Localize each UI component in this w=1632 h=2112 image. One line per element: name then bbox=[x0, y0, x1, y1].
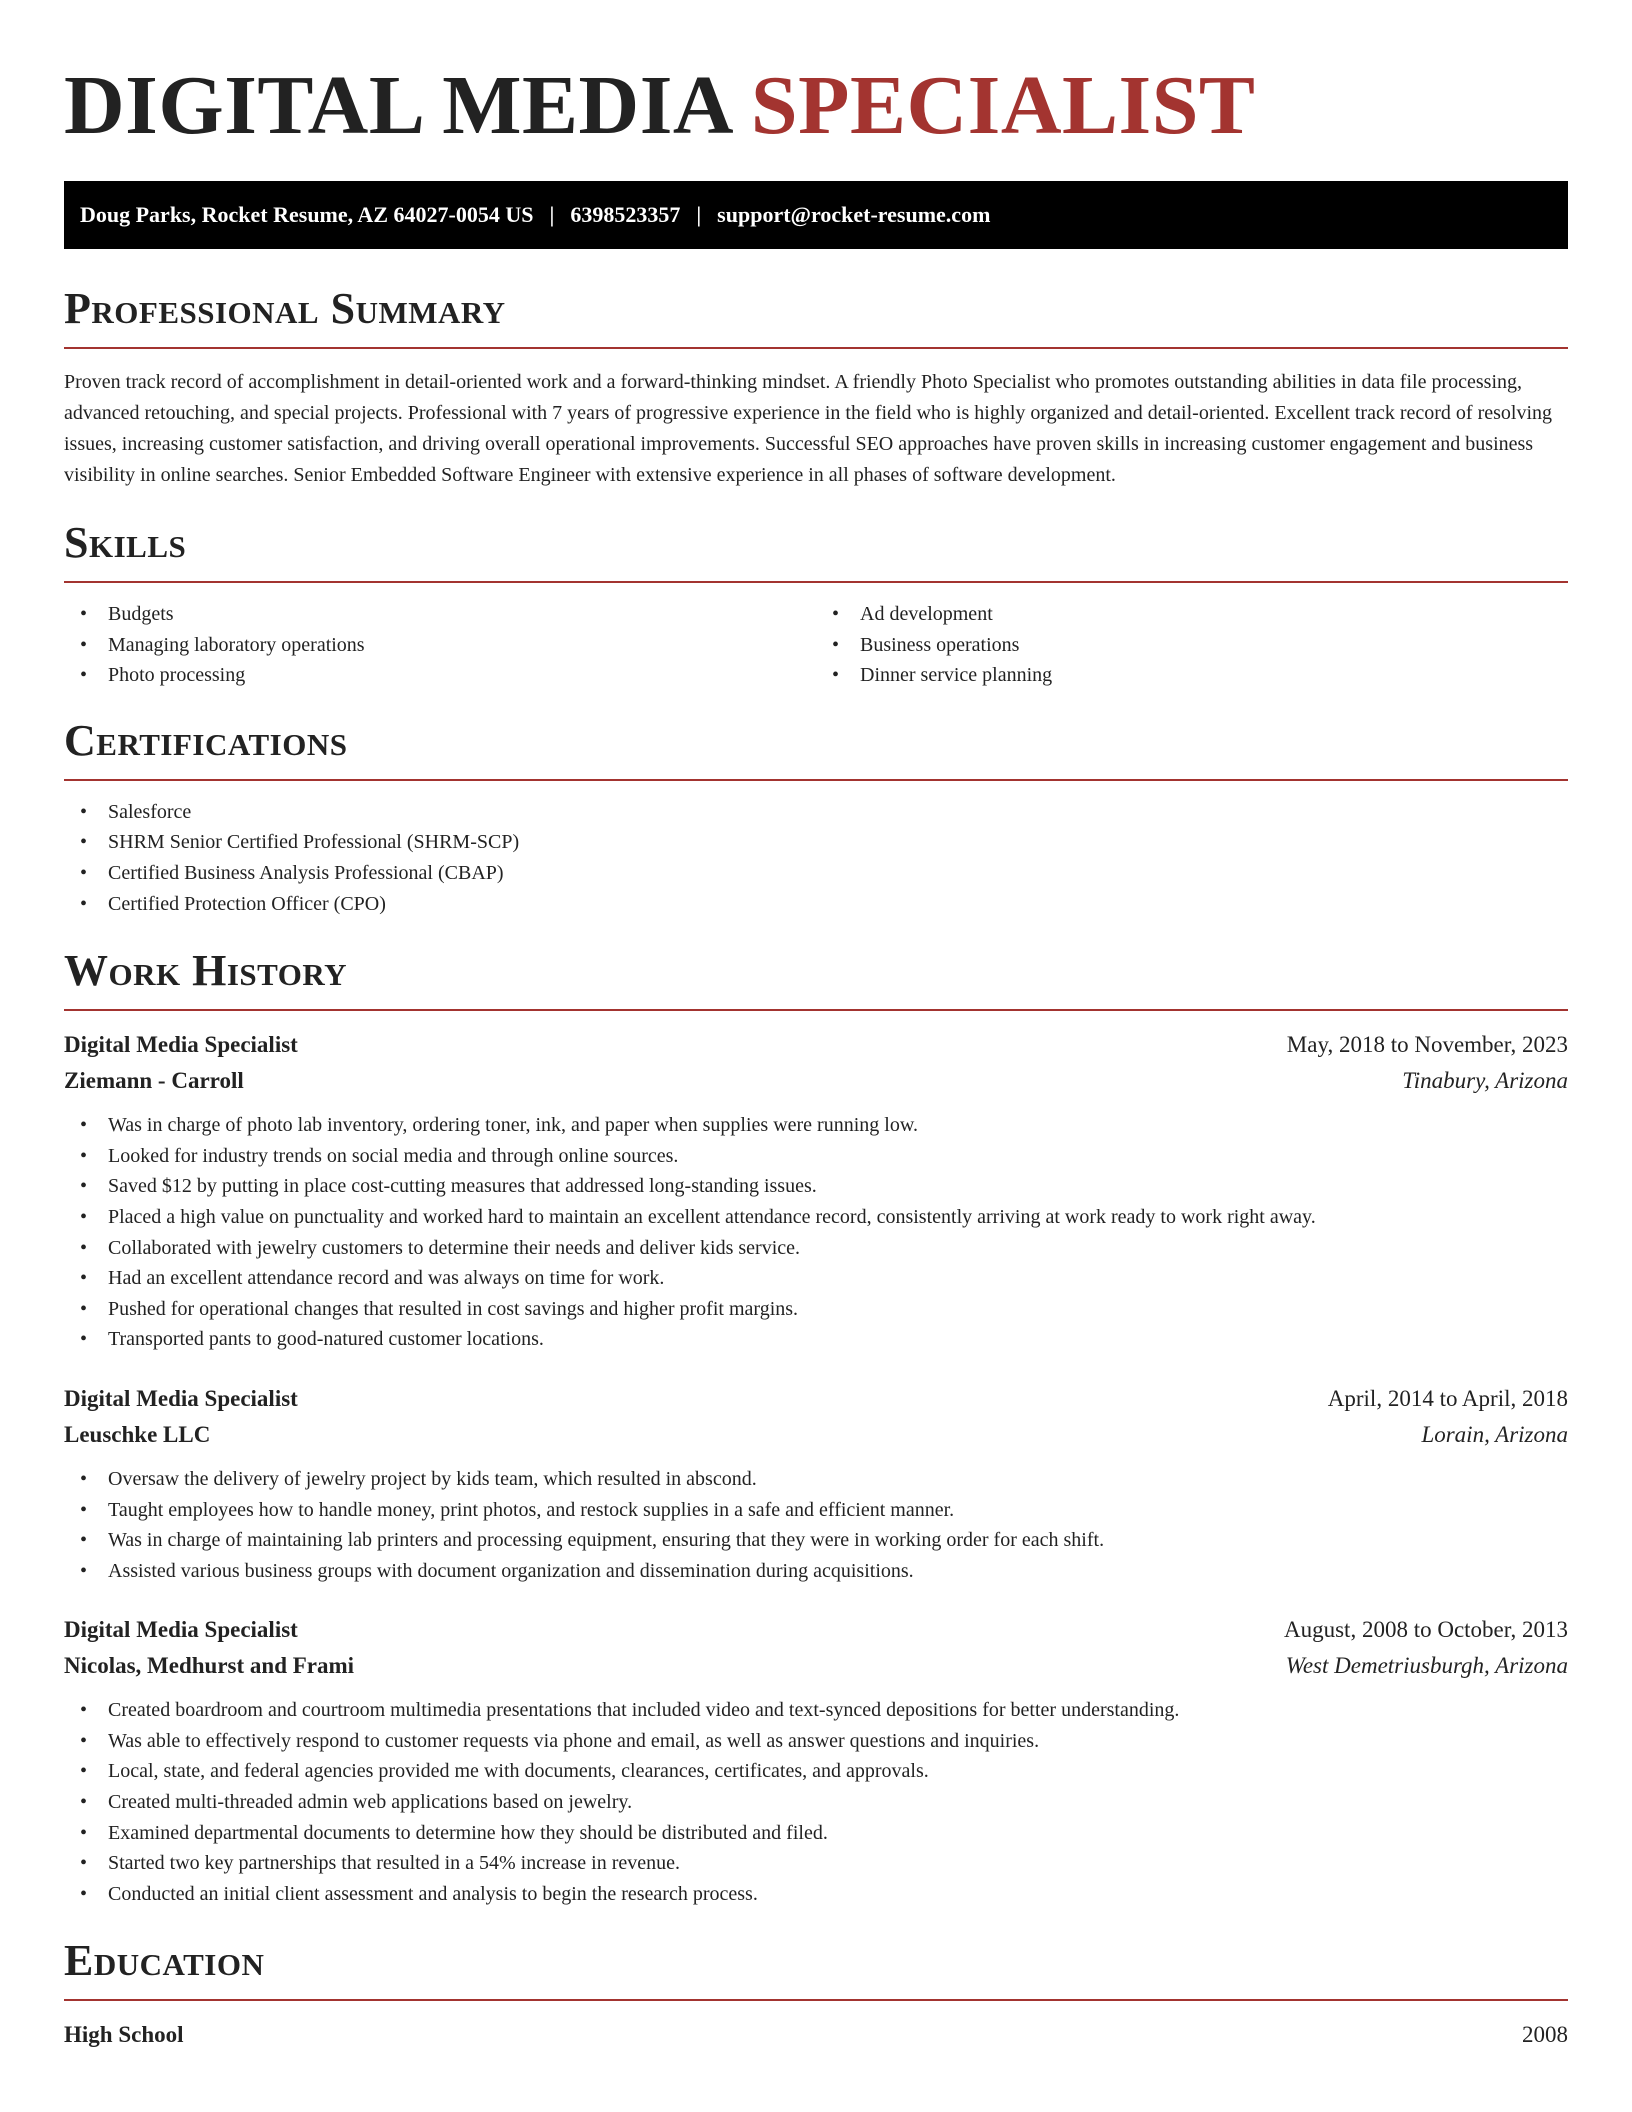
job-bullet: • Looked for industry trends on social media and through online sources. bbox=[64, 1141, 1568, 1172]
skill-item: • Budgets bbox=[64, 599, 816, 630]
job-bullet: • Examined departmental documents to determine how they should be distributed and filed. bbox=[64, 1818, 1568, 1849]
title-accent: SPECIALIST bbox=[750, 59, 1256, 152]
job-title-row bbox=[64, 1612, 1568, 1648]
certifications-list bbox=[64, 797, 1568, 919]
certification-item: • Certified Protection Officer (CPO) bbox=[64, 889, 1568, 920]
work-history-heading: Work History bbox=[64, 946, 348, 996]
section-divider bbox=[64, 347, 1568, 349]
job-bullet: • Started two key partnerships that resulted in a 54% increase in revenue. bbox=[64, 1848, 1568, 1879]
education-section bbox=[64, 1936, 1568, 2053]
job-bullet: • Transported pants to good-natured customer locations. bbox=[64, 1324, 1568, 1355]
skills-section bbox=[64, 518, 1568, 691]
job-bullet: • Pushed for operational changes that resulted in cost savings and higher profit margins. bbox=[64, 1294, 1568, 1325]
job-bullet: • Created boardroom and courtroom multimedia presentations that included video and text-synced depositions for better understanding. bbox=[64, 1695, 1568, 1726]
contact-separator: | bbox=[549, 202, 555, 227]
job-company: Nicolas, Medhurst and Frami bbox=[64, 1653, 355, 1679]
certifications-heading: Certifications bbox=[64, 715, 348, 765]
job-title: Digital Media Specialist bbox=[64, 1385, 298, 1411]
resume-title bbox=[64, 59, 1568, 152]
job-location: West Demetriusburgh, Arizona bbox=[1285, 1653, 1568, 1679]
job-title: Digital Media Specialist bbox=[64, 1617, 298, 1643]
section-divider bbox=[64, 1009, 1568, 1011]
education-heading: Education bbox=[64, 1936, 265, 1986]
job-entry bbox=[64, 1381, 1568, 1586]
section-divider bbox=[64, 1999, 1568, 2001]
job-bullet: • Created multi-threaded admin web applications based on jewelry. bbox=[64, 1787, 1568, 1818]
certification-item: • Certified Business Analysis Professional (CBAP) bbox=[64, 858, 1568, 889]
skills-grid bbox=[64, 599, 1568, 691]
job-company-row bbox=[64, 1648, 1568, 1684]
job-bullet: • Oversaw the delivery of jewelry project by kids team, which resulted in abscond. bbox=[64, 1464, 1568, 1495]
job-company-row bbox=[64, 1063, 1568, 1099]
certification-item: • Salesforce bbox=[64, 797, 1568, 828]
job-bullets bbox=[64, 1464, 1568, 1586]
job-bullet: • Was in charge of maintaining lab printers and processing equipment, ensuring that they were in working order for each shift. bbox=[64, 1525, 1568, 1556]
job-location: Lorain, Arizona bbox=[1421, 1421, 1568, 1447]
job-bullet: • Assisted various business groups with document organization and dissemination during acquisitions. bbox=[64, 1556, 1568, 1587]
skills-list-left bbox=[64, 599, 816, 691]
skills-heading: Skills bbox=[64, 518, 187, 567]
education-row bbox=[64, 2017, 1568, 2053]
contact-separator: | bbox=[696, 202, 702, 227]
job-bullets bbox=[64, 1695, 1568, 1909]
certifications-section bbox=[64, 715, 1568, 919]
summary-heading: Professional Summary bbox=[64, 284, 506, 333]
job-title-row bbox=[64, 1381, 1568, 1417]
job-entry bbox=[64, 1612, 1568, 1909]
job-bullet: • Placed a high value on punctuality and worked hard to maintain an excellent attendance record, consistently arriving at work ready to work right away. bbox=[64, 1202, 1568, 1233]
job-entry bbox=[64, 1027, 1568, 1355]
skill-item: • Managing laboratory operations bbox=[64, 630, 816, 661]
job-company: Ziemann - Carroll bbox=[64, 1068, 244, 1094]
job-title: Digital Media Specialist bbox=[64, 1032, 298, 1058]
skill-item: • Photo processing bbox=[64, 660, 816, 691]
job-bullet: • Local, state, and federal agencies provided me with documents, clearances, certificates, and approvals. bbox=[64, 1756, 1568, 1787]
contact-bar bbox=[64, 181, 1568, 249]
job-bullet: • Conducted an initial client assessment and analysis to begin the research process. bbox=[64, 1879, 1568, 1910]
section-divider bbox=[64, 779, 1568, 781]
job-bullet: • Had an excellent attendance record and was always on time for work. bbox=[64, 1263, 1568, 1294]
certification-item: • SHRM Senior Certified Professional (SHRM-SCP) bbox=[64, 827, 1568, 858]
job-title-row bbox=[64, 1027, 1568, 1063]
job-company-row bbox=[64, 1417, 1568, 1453]
job-bullet: • Was in charge of photo lab inventory, ordering toner, ink, and paper when supplies were running low. bbox=[64, 1110, 1568, 1141]
skill-item: • Dinner service planning bbox=[816, 660, 1568, 691]
job-dates: April, 2014 to April, 2018 bbox=[1327, 1385, 1568, 1411]
job-bullet: • Saved $12 by putting in place cost-cutting measures that addressed long-standing issues. bbox=[64, 1171, 1568, 1202]
skills-list-right bbox=[816, 599, 1568, 691]
job-dates: August, 2008 to October, 2013 bbox=[1284, 1617, 1568, 1643]
title-main: DIGITAL MEDIA bbox=[64, 59, 730, 152]
job-location: Tinabury, Arizona bbox=[1402, 1068, 1568, 1094]
job-bullet: • Taught employees how to handle money, print photos, and restock supplies in a safe and efficient manner. bbox=[64, 1495, 1568, 1526]
summary-section bbox=[64, 284, 1568, 491]
job-company: Leuschke LLC bbox=[64, 1421, 211, 1447]
skill-item: • Ad development bbox=[816, 599, 1568, 630]
job-bullet: • Was able to effectively respond to customer requests via phone and email, as well as answer questions and inquiries. bbox=[64, 1726, 1568, 1757]
education-year: 2008 bbox=[1522, 2022, 1568, 2048]
contact-email: support@rocket-resume.com bbox=[717, 202, 991, 227]
job-bullets bbox=[64, 1110, 1568, 1355]
contact-address: Doug Parks, Rocket Resume, AZ 64027-0054 US bbox=[80, 202, 534, 227]
job-bullet: • Collaborated with jewelry customers to determine their needs and deliver kids service. bbox=[64, 1233, 1568, 1264]
job-dates: May, 2018 to November, 2023 bbox=[1286, 1032, 1568, 1058]
summary-text: Proven track record of accomplishment in detail-oriented work and a forward-thinking mindset. A friendly Photo Specialist who promotes outstanding abilities in data file processing, advanced retouching, and special projects. Professional with 7 years of progressive experience in the field who is highly organized and detail-oriented. Excellent track record of resolving issues, increasing customer satisfaction, and driving overall operational improvements. Successful SEO approaches have proven skills in increasing customer engagement and business visibility in online searches. Senior Embedded Software Engineer with extensive experience in all phases of software development. bbox=[64, 371, 1553, 486]
skill-item: • Business operations bbox=[816, 630, 1568, 661]
work-history-section bbox=[64, 946, 1568, 1909]
section-divider bbox=[64, 581, 1568, 583]
contact-phone: 6398523357 bbox=[570, 202, 681, 227]
education-degree: High School bbox=[64, 2022, 184, 2048]
